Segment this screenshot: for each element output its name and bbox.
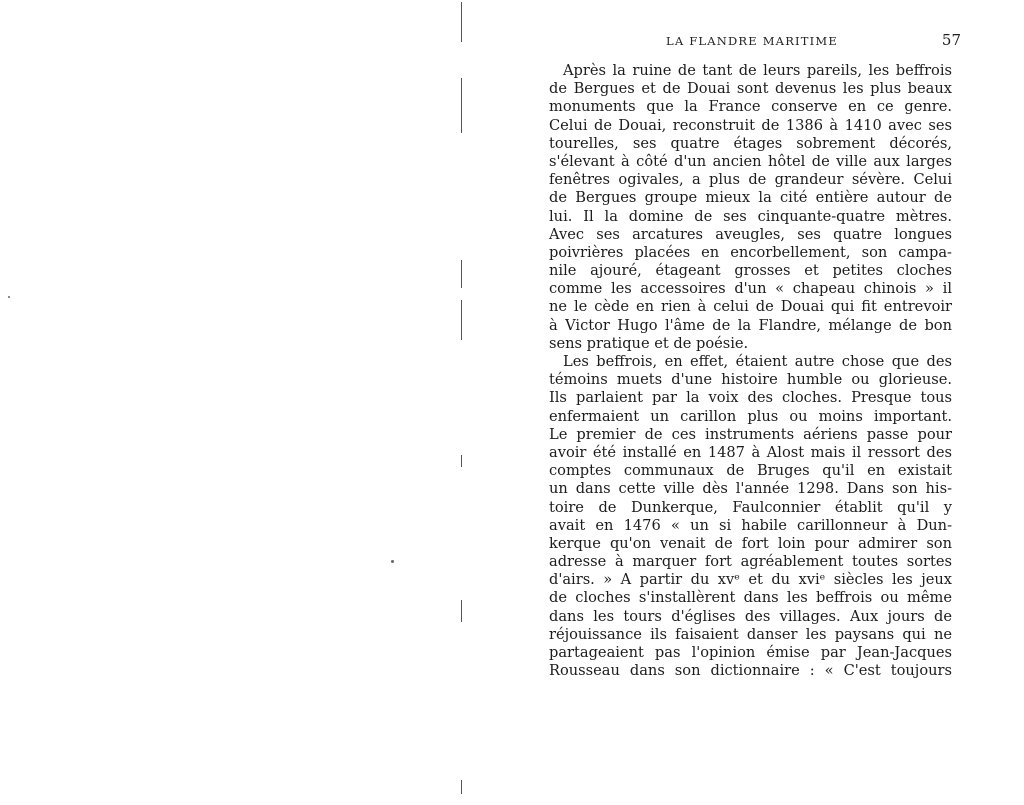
text-line: fenêtres ogivales, a plus de grandeur sévère. Celui <box>549 171 952 189</box>
text-line: lui. Il la domine de ses cinquante-quatre mètres. <box>549 207 952 225</box>
text-line: un dans cette ville dès l'année 1298. Dans son his- <box>549 480 952 498</box>
text-line: partageaient pas l'opinion émise par Jean-Jacques <box>549 644 952 661</box>
text-line: Après la ruine de tant de leurs pareils, les beffrois <box>563 62 952 79</box>
text-line: témoins muets d'une histoire humble ou glorieuse. <box>549 371 952 389</box>
text-line: Les beffrois, en effet, étaient autre chose que des <box>563 353 952 370</box>
text-line: tourelles, ses quatre étages sobrement décorés, <box>549 134 952 152</box>
text-line: nile ajouré, étageant grosses et petites cloches <box>549 262 952 280</box>
text-line: de cloches s'installèrent dans les beffrois ou même <box>549 589 952 607</box>
text-line: Avec ses arcatures aveugles, ses quatre longues <box>549 225 952 243</box>
text-line: enfermaient un carillon plus ou moins important. <box>549 407 952 425</box>
text-line: Celui de Douai, reconstruit de 1386 à 1410 avec ses <box>549 116 952 134</box>
text-line: dans les tours d'églises des villages. Aux jours de <box>549 607 952 625</box>
text-line: s'élevant à côté d'un ancien hôtel de ville aux larges <box>549 152 952 170</box>
text-line: comme les accessoires d'un « chapeau chinois » il <box>549 280 952 298</box>
text-line: adresse à marquer fort agréablement toutes sortes <box>549 553 952 571</box>
text-line: d'airs. » A partir du xvᵉ et du xviᵉ siècles les jeux <box>549 571 952 589</box>
page-number: 57 <box>941 31 961 49</box>
left-blank-page <box>0 0 462 805</box>
text-line: de Bergues et de Douai sont devenus les plus beaux <box>549 80 952 98</box>
text-line: Le premier de ces instruments aériens passe pour <box>549 425 952 443</box>
left-page-speck <box>8 296 10 298</box>
text-line: toire de Dunkerque, Faulconnier établit qu'il y <box>549 498 952 516</box>
text-line: avait en 1476 « un si habile carillonneur à Dun- <box>549 516 952 534</box>
left-page-speck <box>391 560 394 563</box>
running-header: LA FLANDRE MARITIME <box>666 34 838 48</box>
text-line: Rousseau dans son dictionnaire : « C'est toujours <box>549 662 952 680</box>
text-line: monuments que la France conserve en ce genre. <box>549 98 952 116</box>
text-line: poivrières placées en encorbellement, son campa- <box>549 243 952 261</box>
right-text-page <box>463 0 1024 805</box>
text-line: à Victor Hugo l'âme de la Flandre, mélange de bon <box>549 316 952 334</box>
text-line: kerque qu'on venait de fort loin pour admirer son <box>549 534 952 552</box>
text-line: de Bergues groupe mieux la cité entière autour de <box>549 189 952 207</box>
text-line: sens pratique et de poésie. <box>549 334 749 352</box>
text-line: réjouissance ils faisaient danser les paysans qui ne <box>549 625 952 643</box>
text-line: comptes communaux de Bruges qu'il en existait <box>549 462 952 480</box>
text-line: ne le cède en rien à celui de Douai qui fit entrevoir <box>549 298 952 316</box>
body-text <box>549 62 952 680</box>
text-line: Ils parlaient par la voix des cloches. Presque tous <box>549 389 952 407</box>
text-line: avoir été installé en 1487 à Alost mais il ressort des <box>549 443 952 461</box>
